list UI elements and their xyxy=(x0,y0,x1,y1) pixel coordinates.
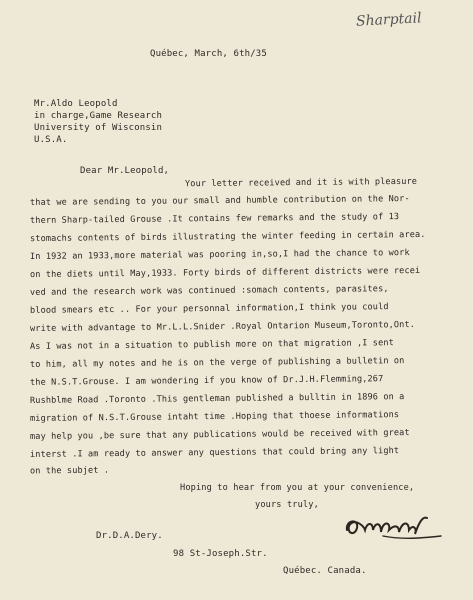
body-line: ved and the research work was continued :somach contents, parasites, xyxy=(29,284,389,298)
body-line: on the subjet . xyxy=(29,465,110,477)
sender-name: Dr.D.A.Dery. xyxy=(96,531,163,541)
recipient-line: U.S.A. xyxy=(34,135,68,145)
sender-city: Québec. Canada. xyxy=(283,566,367,576)
body-line: the N.S.T.Grouse. I am wondering if you know of Dr.J.H.Flemming,267 xyxy=(29,374,384,388)
handwritten-annotation: Sharptail xyxy=(355,10,422,30)
closing-line: Hoping to hear from you at your convenience, xyxy=(180,483,415,493)
body-line: blood smears etc .. For your personnal information,I think you could xyxy=(29,302,389,316)
body-line: stomachs contents of birds illustrating the winter feeding in certain area. xyxy=(29,229,426,245)
salutation: Dear Mr.Leopold, xyxy=(80,166,170,176)
body-line: write with advantage to Mr.L.L.Snider .Royal Ontarion Museum,Toronto,Ont. xyxy=(29,319,416,335)
body-line: may help you ,be sure that any publications would be received with great xyxy=(29,428,410,442)
recipient-line: in charge,Game Research xyxy=(34,111,163,121)
recipient-line: Mr.Aldo Leopold xyxy=(34,99,118,109)
body-line: As I was not in a situation to publish more on that migration ,I sent xyxy=(29,338,394,352)
date-line: Québec, March, 6th/35 xyxy=(150,49,267,59)
recipient-line: University of Wisconsin xyxy=(34,123,163,133)
body-line: migration of N.S.T.Grouse intaht time .Hoping that thoese informations xyxy=(29,410,400,424)
signature-graphic xyxy=(343,510,443,542)
closing-signoff: yours truly, xyxy=(255,500,319,510)
body-line: In 1932 an 1933,more material was pooring in,so,I had the chance to work xyxy=(29,248,410,262)
body-line: thern Sharp-tailed Grouse .It contains few remarks and the study of 13 xyxy=(29,212,400,226)
body-line: to him, all my notes and he is on the verge of publishing a bulletin on xyxy=(29,356,405,370)
body-line: interst .I am ready to answer any questions that could bring any light xyxy=(29,446,400,460)
body-line: that we are sending to you our small and humble contribution on the Nor- xyxy=(29,194,410,208)
sender-street: 98 St-Joseph.Str. xyxy=(173,549,268,559)
body-line: on the diets until May,1933. Forty birds of different districts were recei xyxy=(29,265,421,281)
body-line: Your letter received and it is with pleasure xyxy=(184,176,418,190)
body-line: Rushblme Road .Toronto .This gentleman published a bulltin in 1896 on a xyxy=(29,392,405,406)
